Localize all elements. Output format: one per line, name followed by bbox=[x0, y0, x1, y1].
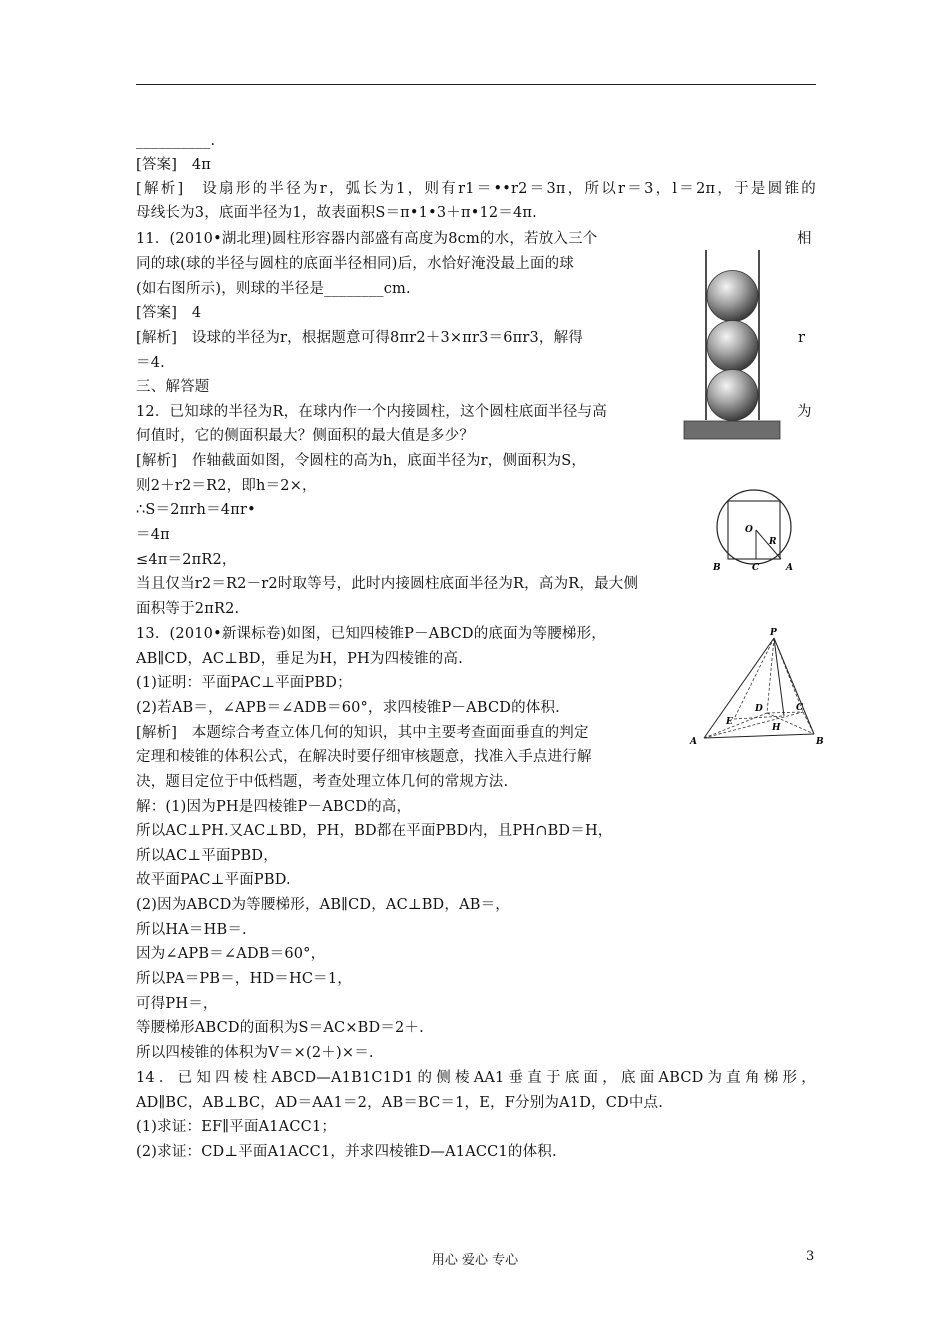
text-line: ∴S＝2πrh＝4πr• bbox=[136, 502, 256, 518]
answer-line: [答案] 4 bbox=[136, 305, 202, 321]
text-line: ＝4. bbox=[136, 355, 165, 371]
text-line: 可得PH＝， bbox=[136, 996, 218, 1012]
cylinder-spheres-figure bbox=[682, 246, 782, 442]
problem-12-line: 12．已知球的半径为R，在球内作一个内接圆柱，这个圆柱底面半径与高 bbox=[136, 404, 607, 420]
problem-11-line: 11．(2010•湖北理)圆柱形容器内部盛有高度为8cm的水，若放入三个 bbox=[136, 231, 598, 247]
answer-line: [答案] 4π bbox=[136, 157, 211, 173]
axial-section-figure bbox=[708, 486, 800, 574]
right-word-wei: 为 bbox=[797, 404, 812, 420]
text-line: (如右图所示)，则球的半径是________cm. bbox=[136, 281, 411, 297]
text-line: 所以HA＝HB＝. bbox=[136, 922, 247, 938]
page-footer: 用心 爱心 专心 bbox=[431, 1253, 519, 1268]
text-line: 所以PA＝PB＝，HD＝HC＝1， bbox=[136, 971, 352, 987]
analysis-line: [解析] 设球的半径为r，根据题意可得8πr2＋3×πr3＝6πr3，解得 bbox=[136, 330, 584, 346]
text-line: 则2＋r2＝R2，即h＝2×， bbox=[136, 478, 317, 494]
text-line: 所以AC⊥PH.又AC⊥BD，PH，BD都在平面PBD内，且PH∩BD＝H， bbox=[136, 823, 613, 839]
text-line: 所以AC⊥平面PBD， bbox=[136, 848, 278, 864]
label-A: A bbox=[786, 563, 793, 573]
label-D: D bbox=[755, 704, 763, 714]
label-A: A bbox=[690, 737, 697, 747]
text-line: ＝4π bbox=[136, 527, 170, 543]
pyramid-figure bbox=[686, 624, 826, 748]
text-line: 解：(1)因为PH是四棱锥P－ABCD的高， bbox=[136, 799, 412, 815]
analysis-line: [解析] 作轴截面如图，令圆柱的高为h，底面半径为r，侧面积为S， bbox=[136, 453, 587, 469]
text-line: AB∥CD，AC⊥BD，垂足为H，PH为四棱锥的高. bbox=[136, 651, 463, 667]
text-line: 当且仅当r2＝R2－r2时取等号，此时内接圆柱底面半径为R，高为R，最大侧 bbox=[136, 576, 639, 592]
label-C: C bbox=[796, 703, 804, 713]
text-line: ≤4π＝2πR2， bbox=[136, 552, 237, 568]
page-number: 3 bbox=[806, 1249, 815, 1264]
label-B: B bbox=[816, 737, 824, 747]
text-line: (2)求证：CD⊥平面A1ACC1，并求四棱锥D—A1ACC1的体积. bbox=[136, 1144, 557, 1160]
analysis-line: [解析] 本题综合考查立体几何的知识，其中主要考查面面垂直的判定 bbox=[136, 725, 589, 741]
blank-line: __________. bbox=[136, 133, 216, 149]
text-line: 同的球(球的半径与圆柱的底面半径相同)后，水恰好淹没最上面的球 bbox=[136, 256, 575, 272]
section-heading: 三、解答题 bbox=[136, 379, 210, 395]
text-line: 等腰梯形ABCD的面积为S＝AC×BD＝2＋. bbox=[136, 1020, 424, 1036]
text-line: 因为∠APB＝∠ADB＝60°， bbox=[136, 946, 326, 962]
text-line: 母线长为3，底面半径为1，故表面积S＝π•1•3＋π•12＝4π. bbox=[136, 205, 537, 221]
text-line: (1)证明：平面PAC⊥平面PBD； bbox=[136, 675, 352, 691]
text-line: 决，题目定位于中低档题，考查处理立体几何的常规方法. bbox=[136, 774, 509, 790]
label-R: R bbox=[769, 537, 777, 547]
text-line: 所以四棱锥的体积为V＝×(2＋)×＝. bbox=[136, 1045, 374, 1061]
text-line: (1)求证：EF∥平面A1ACC1； bbox=[136, 1119, 337, 1135]
text-line: 何值时，它的侧面积最大？侧面积的最大值是多少？ bbox=[136, 428, 475, 444]
label-O: O bbox=[745, 525, 753, 535]
right-word-xiang: 相 bbox=[797, 231, 812, 247]
problem-14-line: 14．已知四棱柱ABCD—A1B1C1D1的侧棱AA1垂直于底面，底面ABCD为直角梯形， bbox=[136, 1070, 816, 1086]
analysis-line: [解析] 设扇形的半径为r，弧长为1，则有r1＝••r2＝3π，所以r＝3，l＝2π，于是圆锥的 bbox=[136, 181, 816, 197]
label-B: B bbox=[713, 563, 721, 573]
label-C: C bbox=[752, 563, 760, 573]
text-line: 面积等于2πR2. bbox=[136, 601, 240, 617]
problem-13-line: 13．(2010•新课标卷)如图，已知四棱锥P－ABCD的底面为等腰梯形， bbox=[136, 626, 606, 642]
label-H: H bbox=[772, 723, 781, 733]
text-line: (2)因为ABCD为等腰梯形，AB∥CD，AC⊥BD，AB＝， bbox=[136, 897, 511, 913]
label-P: P bbox=[770, 628, 777, 638]
right-word-r: r bbox=[798, 330, 805, 346]
label-E: E bbox=[726, 717, 733, 727]
text-line: AD∥BC，AB⊥BC，AD＝AA1＝2，AB＝BC＝1，E，F分别为A1D，CD中点. bbox=[136, 1095, 664, 1111]
header-rule bbox=[136, 84, 816, 85]
text-line: (2)若AB＝，∠APB＝∠ADB＝60°，求四棱锥P－ABCD的体积. bbox=[136, 700, 560, 716]
text-line: 故平面PAC⊥平面PBD. bbox=[136, 872, 291, 888]
text-line: 定理和棱锥的体积公式，在解决时要仔细审核题意，找准入手点进行解 bbox=[136, 749, 592, 765]
